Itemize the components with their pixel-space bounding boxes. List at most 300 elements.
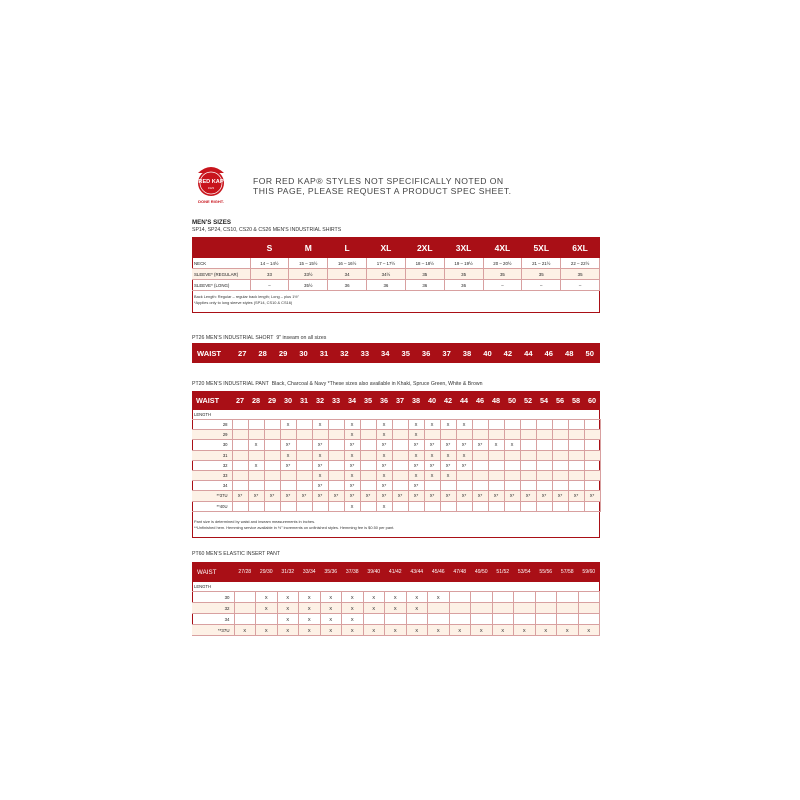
pant-length-size-row bbox=[192, 501, 600, 511]
pant-availability-cell: X bbox=[312, 470, 328, 480]
pant-availability-cell: X* bbox=[408, 440, 424, 450]
pant-availability-cell bbox=[504, 450, 520, 460]
elastic-availability-cell bbox=[578, 592, 600, 603]
shirt-measure-cell: 36 bbox=[405, 280, 444, 291]
pant-availability-cell bbox=[280, 481, 296, 491]
pant-availability-cell bbox=[328, 470, 344, 480]
elastic-availability-cell bbox=[471, 614, 493, 625]
elastic-availability-cell: X bbox=[514, 625, 536, 636]
mens-sizes-heading: MEN'S SIZES bbox=[192, 219, 231, 226]
pant-availability-cell: X* bbox=[344, 440, 360, 450]
pant-waist-size: 44 bbox=[459, 396, 469, 405]
pant-availability-cell: X* bbox=[312, 460, 328, 470]
short-waist-size: 31 bbox=[319, 348, 329, 358]
shirt-measure-cell: 35 bbox=[405, 269, 444, 280]
pant-availability-cell: X bbox=[424, 450, 440, 460]
pant-waist-size: 56 bbox=[555, 396, 565, 405]
pant-availability-cell bbox=[568, 470, 584, 480]
short-waist-row bbox=[192, 343, 600, 363]
elastic-availability-cell: X bbox=[320, 625, 342, 636]
pant-availability-cell bbox=[232, 470, 248, 480]
pant-availability-cell: X bbox=[344, 450, 360, 460]
elastic-availability-cell bbox=[471, 592, 493, 603]
shirt-measure-cell: 19 – 19½ bbox=[444, 258, 483, 269]
elastic-length-label: LENGTH bbox=[192, 582, 600, 592]
elastic-availability-cell: X bbox=[277, 592, 299, 603]
pant-availability-cell bbox=[280, 430, 296, 440]
pant-availability-cell: X bbox=[376, 450, 392, 460]
pant-availability-cell bbox=[584, 481, 600, 491]
elastic-availability-cell: X bbox=[320, 592, 342, 603]
elastic-waist-size: 27/28 bbox=[238, 569, 252, 575]
pant-availability-cell bbox=[536, 440, 552, 450]
shirt-measure-cell: – bbox=[561, 280, 600, 291]
red-kap-logo bbox=[190, 163, 232, 207]
pant-availability-cell bbox=[232, 450, 248, 460]
elastic-waist-size: 53/54 bbox=[517, 569, 531, 575]
pant-availability-cell bbox=[520, 501, 536, 511]
shirt-measure-cell: 36 bbox=[367, 280, 406, 291]
short-waist-size: 50 bbox=[585, 348, 594, 358]
pant-availability-cell: X* bbox=[376, 440, 392, 450]
elastic-availability-cell: X bbox=[299, 614, 321, 625]
pant-availability-cell bbox=[584, 420, 600, 430]
pant-availability-cell bbox=[504, 420, 520, 430]
elastic-waist-size: 47/48 bbox=[453, 569, 467, 575]
pant-availability-cell bbox=[360, 450, 376, 460]
pant-availability-cell bbox=[456, 470, 472, 480]
pant-availability-cell bbox=[392, 430, 408, 440]
pant-availability-cell: X bbox=[376, 430, 392, 440]
elastic-availability-cell bbox=[492, 592, 514, 603]
pant-availability-cell: X bbox=[424, 420, 440, 430]
elastic-waist-size: 39/40 bbox=[367, 569, 381, 575]
pant-availability-cell bbox=[568, 430, 584, 440]
pant-availability-cell bbox=[392, 450, 408, 460]
pant-size-table bbox=[192, 391, 601, 512]
pant-availability-cell bbox=[264, 501, 280, 511]
pant-availability-cell bbox=[296, 481, 312, 491]
pant-availability-cell bbox=[536, 481, 552, 491]
pant-waist-label: WAIST bbox=[196, 396, 220, 405]
logo-tagline: DONE RIGHT. bbox=[198, 199, 224, 204]
elastic-availability-cell: X bbox=[299, 603, 321, 614]
elastic-availability-cell: X bbox=[492, 625, 514, 636]
elastic-availability-cell: X bbox=[363, 625, 385, 636]
short-waist-size: 38 bbox=[462, 348, 472, 358]
pant-availability-cell bbox=[392, 501, 408, 511]
pant-availability-cell bbox=[552, 501, 568, 511]
pant-availability-cell: X* bbox=[424, 460, 440, 470]
pant-waist-size: 60 bbox=[587, 396, 597, 405]
pant-note-2: **Unfinished hem. Hemming service available in ½" increments on unfinished styles. Hemming fee is $0.50 per pant. bbox=[194, 524, 395, 530]
short-waist-size: 34 bbox=[381, 348, 390, 358]
elastic-availability-cell: X bbox=[256, 592, 278, 603]
pant-length-size-row bbox=[192, 470, 600, 480]
pant-availability-cell bbox=[584, 440, 600, 450]
pant-availability-cell bbox=[520, 430, 536, 440]
short-waist-size: 30 bbox=[299, 348, 308, 358]
short-subtitle: 9" inseam on all sizes bbox=[276, 335, 327, 341]
elastic-length-row bbox=[192, 582, 600, 592]
pant-waist-size: 50 bbox=[507, 396, 517, 405]
elastic-availability-cell: X bbox=[385, 592, 407, 603]
pant-availability-cell bbox=[568, 440, 584, 450]
pant-waist-size: 52 bbox=[523, 396, 533, 405]
elastic-waist-size: 33/34 bbox=[302, 569, 316, 575]
pant-availability-cell bbox=[296, 440, 312, 450]
elastic-availability-cell bbox=[514, 603, 536, 614]
elastic-length-size-row bbox=[192, 614, 600, 625]
shirt-measure-row bbox=[192, 269, 600, 280]
elastic-waist-size: 49/50 bbox=[474, 569, 488, 575]
pant-availability-cell bbox=[296, 420, 312, 430]
shirt-size-header: XL bbox=[380, 242, 392, 253]
pant-length-size-row bbox=[192, 450, 600, 460]
shirt-size-header: 2XL bbox=[416, 242, 433, 253]
pant-availability-cell bbox=[472, 481, 488, 491]
pant-availability-cell bbox=[456, 501, 472, 511]
elastic-length-value: **37U bbox=[192, 625, 234, 636]
pant-availability-cell: X bbox=[440, 470, 456, 480]
pant-availability-cell bbox=[536, 460, 552, 470]
pant-title-line bbox=[192, 381, 482, 387]
elastic-availability-cell bbox=[449, 614, 471, 625]
elastic-availability-cell bbox=[363, 614, 385, 625]
pant-availability-cell: X bbox=[344, 420, 360, 430]
pant-waist-size: 54 bbox=[539, 396, 549, 405]
short-waist-size: 40 bbox=[483, 348, 492, 358]
elastic-availability-cell: X bbox=[385, 625, 407, 636]
pant-availability-cell: X bbox=[440, 420, 456, 430]
pant-availability-cell: X bbox=[376, 501, 392, 511]
elastic-availability-cell bbox=[385, 614, 407, 625]
pant-availability-cell: X bbox=[488, 440, 504, 450]
pant-availability-cell: X bbox=[344, 501, 360, 511]
elastic-availability-cell bbox=[557, 603, 579, 614]
pant-availability-cell bbox=[392, 440, 408, 450]
pant-waist-size: 58 bbox=[571, 396, 581, 405]
elastic-waist-size: 35/36 bbox=[324, 569, 338, 575]
pant-availability-cell: X bbox=[376, 420, 392, 430]
elastic-availability-cell bbox=[449, 603, 471, 614]
short-waist-size: 33 bbox=[360, 348, 370, 358]
shirt-size-header: S bbox=[266, 242, 273, 253]
elastic-availability-cell: X bbox=[363, 603, 385, 614]
pant-availability-cell: X* bbox=[424, 491, 440, 501]
pant-availability-cell: X* bbox=[584, 491, 600, 501]
elastic-waist-size: 51/52 bbox=[496, 569, 510, 575]
pant-availability-cell bbox=[248, 481, 264, 491]
shirts-note bbox=[194, 294, 299, 305]
pant-availability-cell: X* bbox=[360, 491, 376, 501]
elastic-availability-cell bbox=[428, 614, 450, 625]
pant-subtitle: Black, Charcoal & Navy *These sizes also available in Khaki, Spruce Green, White & Brown bbox=[271, 381, 483, 387]
elastic-waist-size: 37/38 bbox=[345, 569, 359, 575]
shirt-size-header: M bbox=[304, 242, 312, 253]
pant-length-value: 34 bbox=[192, 481, 232, 491]
shirt-measure-cell: 15 – 15½ bbox=[289, 258, 328, 269]
pant-availability-cell bbox=[248, 430, 264, 440]
elastic-availability-cell bbox=[557, 614, 579, 625]
shirt-measure-cell: 35½ bbox=[289, 280, 328, 291]
pant-availability-cell bbox=[536, 430, 552, 440]
pant-waist-size: 40 bbox=[427, 396, 437, 405]
pant-availability-cell bbox=[552, 420, 568, 430]
short-waist-size: 29 bbox=[278, 348, 288, 358]
elastic-availability-cell: X bbox=[535, 625, 557, 636]
logo-badge-icon bbox=[190, 163, 232, 207]
elastic-availability-cell: X bbox=[277, 614, 299, 625]
pant-waist-size: 28 bbox=[251, 396, 261, 405]
short-waist-size: 37 bbox=[442, 348, 451, 358]
pant-length-label: LENGTH bbox=[192, 410, 600, 420]
pant-availability-cell bbox=[264, 420, 280, 430]
shirt-measure-cell: 34 bbox=[328, 269, 367, 280]
elastic-availability-cell: X bbox=[320, 603, 342, 614]
pant-title: PT20 MEN'S INDUSTRIAL PANT bbox=[192, 381, 269, 387]
pant-availability-cell: X* bbox=[376, 481, 392, 491]
pant-availability-cell: X* bbox=[312, 440, 328, 450]
pant-availability-cell bbox=[280, 501, 296, 511]
pant-availability-cell: X* bbox=[440, 440, 456, 450]
pant-availability-cell: X* bbox=[536, 491, 552, 501]
shirt-measure-label: SLEEVE* (REGULAR) bbox=[192, 269, 250, 280]
shirt-measure-cell: – bbox=[250, 280, 289, 291]
elastic-availability-cell: X bbox=[234, 625, 256, 636]
pant-availability-cell: X* bbox=[280, 460, 296, 470]
pant-availability-cell: X* bbox=[552, 491, 568, 501]
pant-availability-cell bbox=[472, 470, 488, 480]
spec-sheet-notice bbox=[253, 176, 512, 196]
pant-availability-cell bbox=[264, 450, 280, 460]
shirt-measure-cell: 33 bbox=[250, 269, 289, 280]
pant-availability-cell bbox=[488, 501, 504, 511]
pant-availability-cell bbox=[328, 501, 344, 511]
pant-availability-cell bbox=[552, 450, 568, 460]
elastic-availability-cell bbox=[471, 603, 493, 614]
shirt-measure-cell: 17 – 17½ bbox=[367, 258, 406, 269]
pant-availability-cell bbox=[312, 501, 328, 511]
elastic-availability-cell: X bbox=[256, 625, 278, 636]
elastic-availability-cell: X bbox=[277, 603, 299, 614]
short-waist-size: 42 bbox=[503, 348, 513, 358]
pant-availability-cell: X* bbox=[472, 491, 488, 501]
pant-availability-cell bbox=[584, 450, 600, 460]
pant-availability-cell bbox=[520, 481, 536, 491]
elastic-waist-label: WAIST bbox=[197, 568, 217, 576]
short-waist-size: 35 bbox=[401, 348, 410, 358]
shirt-measure-cell: 14 – 14½ bbox=[250, 258, 289, 269]
elastic-waist-size: 41/42 bbox=[388, 569, 402, 575]
shirts-note-2: *Applies only to long sleeve styles (SP14, CS10 & CS16) bbox=[194, 299, 293, 305]
elastic-availability-cell bbox=[557, 592, 579, 603]
pant-availability-cell bbox=[264, 440, 280, 450]
pant-length-size-row bbox=[192, 481, 600, 491]
pant-availability-cell bbox=[536, 450, 552, 460]
elastic-availability-cell: X bbox=[406, 592, 428, 603]
shirt-measure-cell: 18 – 18½ bbox=[405, 258, 444, 269]
pant-availability-cell bbox=[488, 420, 504, 430]
pant-waist-size: 30 bbox=[283, 396, 293, 405]
pant-availability-cell bbox=[488, 450, 504, 460]
elastic-waist-size: 43/44 bbox=[410, 569, 424, 575]
pant-length-size-row bbox=[192, 440, 600, 450]
pant-availability-cell bbox=[232, 420, 248, 430]
pant-waist-size: 27 bbox=[235, 396, 245, 405]
pant-availability-cell bbox=[392, 420, 408, 430]
pant-availability-cell bbox=[568, 420, 584, 430]
shirt-measure-cell: 22 – 22½ bbox=[561, 258, 600, 269]
pant-availability-cell bbox=[424, 481, 440, 491]
pant-availability-cell bbox=[328, 481, 344, 491]
pant-availability-cell: X* bbox=[456, 460, 472, 470]
pant-availability-cell: X bbox=[408, 420, 424, 430]
pant-availability-cell bbox=[536, 420, 552, 430]
short-waist-label: WAIST bbox=[197, 348, 222, 358]
elastic-availability-cell: X bbox=[557, 625, 579, 636]
logo-year: 1923 bbox=[207, 186, 215, 190]
elastic-availability-cell: X bbox=[256, 603, 278, 614]
pant-availability-cell: X* bbox=[440, 491, 456, 501]
pant-availability-cell: X* bbox=[520, 491, 536, 501]
pant-availability-cell bbox=[248, 470, 264, 480]
header-blank bbox=[192, 237, 250, 258]
pant-availability-cell: X* bbox=[344, 481, 360, 491]
short-title-line bbox=[192, 335, 326, 341]
pant-availability-cell: X* bbox=[248, 491, 264, 501]
elastic-availability-cell bbox=[535, 603, 557, 614]
pant-availability-cell bbox=[232, 501, 248, 511]
elastic-length-size-row bbox=[192, 603, 600, 614]
logo-brand: RED KAP bbox=[198, 179, 224, 185]
short-waist-size: 32 bbox=[340, 348, 349, 358]
short-waist-size: 48 bbox=[564, 348, 574, 358]
elastic-availability-cell: X bbox=[471, 625, 493, 636]
elastic-waist-size: 45/46 bbox=[431, 569, 445, 575]
pant-availability-cell bbox=[296, 501, 312, 511]
pant-availability-cell bbox=[520, 440, 536, 450]
elastic-waist-size: 29/30 bbox=[259, 569, 273, 575]
shirt-measure-cell: 35 bbox=[483, 269, 522, 280]
pant-waist-size: 35 bbox=[363, 396, 373, 405]
pant-availability-cell: X bbox=[312, 420, 328, 430]
pant-availability-cell bbox=[520, 420, 536, 430]
pant-availability-cell bbox=[472, 460, 488, 470]
pant-availability-cell: X bbox=[408, 430, 424, 440]
pant-availability-cell: X bbox=[456, 420, 472, 430]
shirt-measure-cell: 16 – 16½ bbox=[328, 258, 367, 269]
elastic-waist-size: 59/60 bbox=[582, 569, 596, 575]
elastic-availability-cell: X bbox=[428, 592, 450, 603]
pant-waist-size: 36 bbox=[379, 396, 389, 405]
pant-availability-cell bbox=[504, 430, 520, 440]
elastic-availability-cell bbox=[578, 603, 600, 614]
pant-availability-cell bbox=[552, 470, 568, 480]
pant-waist-size: 33 bbox=[331, 396, 341, 405]
pant-availability-cell bbox=[248, 450, 264, 460]
pant-availability-cell bbox=[456, 481, 472, 491]
pant-availability-cell bbox=[232, 430, 248, 440]
pant-availability-cell: X bbox=[248, 460, 264, 470]
elastic-availability-cell: X bbox=[406, 603, 428, 614]
pant-availability-cell: X* bbox=[376, 460, 392, 470]
pant-availability-cell: X* bbox=[408, 481, 424, 491]
pant-availability-cell: X* bbox=[440, 460, 456, 470]
pant-availability-cell: X* bbox=[456, 440, 472, 450]
pant-availability-cell bbox=[232, 481, 248, 491]
pant-availability-cell bbox=[424, 501, 440, 511]
pant-availability-cell bbox=[568, 450, 584, 460]
shirt-measure-cell: 35 bbox=[561, 269, 600, 280]
pant-availability-cell: X bbox=[504, 440, 520, 450]
pant-availability-cell: X bbox=[408, 450, 424, 460]
pant-length-size-row bbox=[192, 430, 600, 440]
elastic-availability-cell: X bbox=[385, 603, 407, 614]
pant-availability-cell bbox=[296, 450, 312, 460]
elastic-availability-cell bbox=[234, 603, 256, 614]
pant-availability-cell: X* bbox=[296, 491, 312, 501]
pant-availability-cell bbox=[232, 440, 248, 450]
pant-availability-cell: X* bbox=[504, 491, 520, 501]
elastic-availability-cell: X bbox=[363, 592, 385, 603]
pant-availability-cell bbox=[392, 481, 408, 491]
pant-availability-cell bbox=[440, 481, 456, 491]
pant-availability-cell bbox=[584, 470, 600, 480]
elastic-availability-cell: X bbox=[299, 592, 321, 603]
pant-availability-cell bbox=[392, 460, 408, 470]
pant-length-row bbox=[192, 410, 600, 420]
pant-waist-header bbox=[192, 391, 600, 410]
pant-waist-size: 37 bbox=[395, 396, 405, 405]
shirt-size-header: 3XL bbox=[455, 242, 472, 253]
pant-availability-cell bbox=[264, 430, 280, 440]
pant-availability-cell bbox=[264, 460, 280, 470]
pant-availability-cell: X* bbox=[472, 440, 488, 450]
shirt-measure-row bbox=[192, 258, 600, 269]
elastic-availability-cell bbox=[449, 592, 471, 603]
pant-availability-cell bbox=[504, 481, 520, 491]
elastic-availability-cell bbox=[492, 603, 514, 614]
pant-availability-cell bbox=[456, 430, 472, 440]
pant-availability-cell: X* bbox=[280, 491, 296, 501]
pant-availability-cell bbox=[504, 460, 520, 470]
pant-availability-cell: X* bbox=[232, 491, 248, 501]
pant-availability-cell bbox=[232, 460, 248, 470]
shirt-measure-cell: 34½ bbox=[367, 269, 406, 280]
shirt-measure-label: NECK bbox=[192, 258, 250, 269]
elastic-availability-cell: X bbox=[449, 625, 471, 636]
shirt-measure-cell: 35 bbox=[444, 269, 483, 280]
shirt-measure-label: SLEEVE* (LONG) bbox=[192, 280, 250, 291]
elastic-availability-cell: X bbox=[299, 625, 321, 636]
pant-availability-cell: X* bbox=[264, 491, 280, 501]
elastic-availability-cell bbox=[578, 614, 600, 625]
pant-availability-cell bbox=[488, 460, 504, 470]
pant-availability-cell bbox=[248, 420, 264, 430]
pant-availability-cell: X* bbox=[392, 491, 408, 501]
pant-availability-cell: X bbox=[280, 450, 296, 460]
elastic-availability-cell bbox=[514, 592, 536, 603]
pant-availability-cell bbox=[328, 430, 344, 440]
elastic-length-value: 30 bbox=[192, 592, 234, 603]
pant-availability-cell bbox=[536, 501, 552, 511]
pant-availability-cell bbox=[360, 481, 376, 491]
pant-availability-cell bbox=[360, 501, 376, 511]
pant-availability-cell bbox=[552, 440, 568, 450]
pant-availability-cell: X* bbox=[408, 460, 424, 470]
pant-availability-cell bbox=[360, 460, 376, 470]
